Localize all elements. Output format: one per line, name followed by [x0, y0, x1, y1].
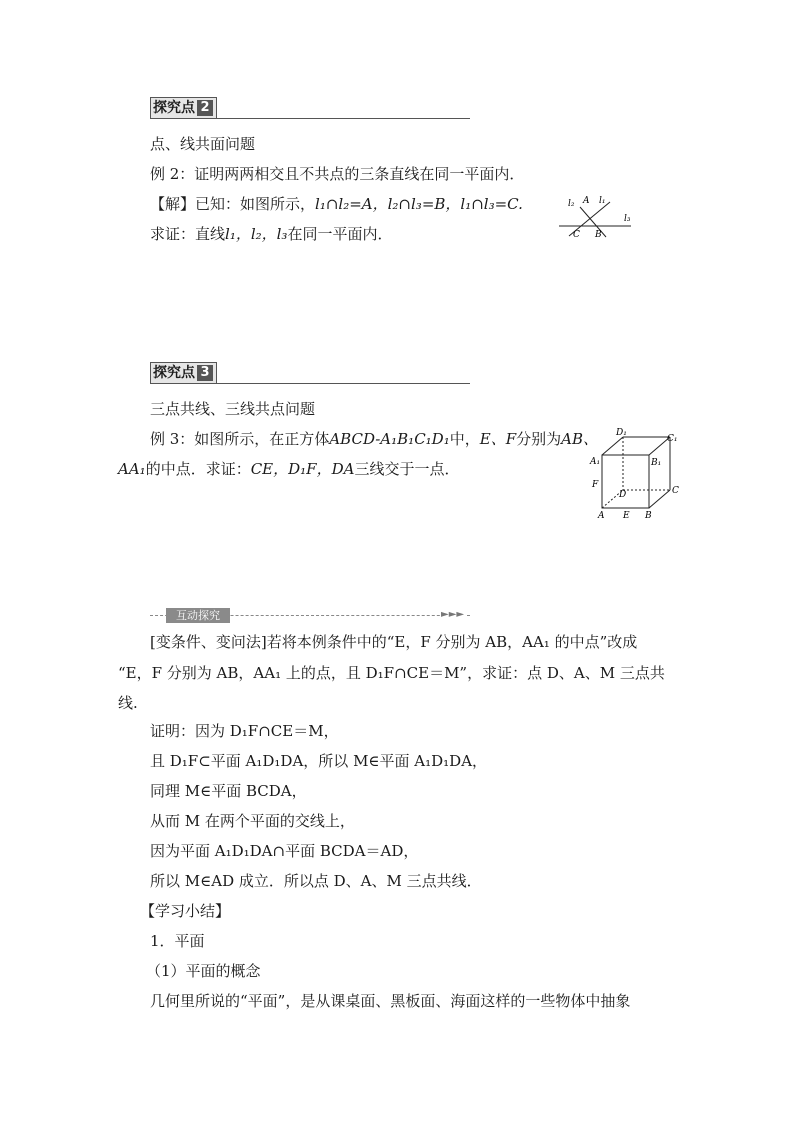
- cube-label-D: D: [619, 490, 627, 500]
- example-3-line-2: [118, 459, 459, 479]
- proof-line-2: 且 D₁F⊂平面 A₁D₁DA，所以 M∈平面 A₁D₁DA，: [150, 752, 488, 770]
- example-3-conclusion: 三线交于一点．: [354, 460, 460, 478]
- three-lines-figure: [555, 190, 640, 240]
- section-3-header: [150, 362, 470, 384]
- section-3-badge: [150, 362, 217, 384]
- summary-item-1-text: 几何里所说的“平面”，是从课桌面、黑板面、海面这样的一些物体中抽象: [150, 992, 631, 1010]
- proof-line-1: 证明：因为 D₁F∩CE＝M，: [150, 722, 339, 740]
- variant-para-line-3: 线.: [118, 694, 138, 712]
- condition-3: l₁∩l₃=C.: [460, 195, 523, 213]
- cube-label-D1: D₁: [616, 428, 627, 438]
- interactive-tag: 互动探究: [166, 608, 230, 623]
- section-2-header: [150, 97, 470, 119]
- edge-AA1: AA₁: [118, 460, 146, 478]
- points-EF: E、F: [479, 430, 517, 448]
- line-l2: [580, 207, 606, 237]
- cube-label-C1: C₁: [667, 434, 678, 444]
- section-3-subtitle: 三点共线、三线共点问题: [150, 400, 316, 418]
- cube-label-B: B: [645, 511, 652, 521]
- summary-item-1: 1．平面: [150, 932, 205, 950]
- prove-suffix: 在同一平面内．: [287, 225, 393, 243]
- proof-line-3: 同理 M∈平面 BCDA，: [150, 782, 307, 800]
- edge-AB: AB、: [561, 430, 598, 448]
- cube-label-A: A: [598, 511, 605, 521]
- cube-figure: [588, 425, 684, 521]
- cube-name: ABCD-A₁B₁C₁D₁: [329, 430, 450, 448]
- section-2-subtitle: 点、线共面问题: [150, 135, 256, 153]
- cube-label-E: E: [623, 511, 630, 521]
- proof-line-6: 所以 M∈AD 成立．所以点 D、A、M 三点共线．: [150, 872, 482, 890]
- label-B: B: [595, 230, 602, 240]
- example-2-text: 例 2：证明两两相交且不共点的三条直线在同一平面内．: [150, 165, 525, 183]
- solution-line: [150, 194, 523, 214]
- interactive-divider-arrow: ►►►: [441, 609, 465, 620]
- section-2-badge: [150, 97, 217, 119]
- example-3-prefix: 例 3：如图所示，在正方体: [150, 430, 330, 448]
- cube-label-F: F: [592, 480, 599, 490]
- variant-para-line-2: “E，F 分别为 AB，AA₁ 上的点，且 D₁F∩CE＝M”，求证：点 D、A、M 三点共: [118, 664, 665, 682]
- lines-list: l₁，l₂，l₃: [225, 225, 288, 243]
- prove-prefix: 求证：直线: [150, 225, 226, 243]
- section-2-rule: [150, 118, 470, 119]
- summary-item-1-1: （1）平面的概念: [146, 962, 261, 980]
- proof-line-4: 从而 M 在两个平面的交线上，: [150, 812, 355, 830]
- section-2-badge-number: 2: [197, 100, 213, 116]
- example-3-midpoint: 的中点．求证：: [145, 460, 251, 478]
- section-3-badge-label: 探究点: [153, 365, 195, 381]
- proof-line-5: 因为平面 A₁D₁DA∩平面 BCDA＝AD，: [150, 842, 419, 860]
- example-3-zhong: 中，: [449, 430, 480, 448]
- cube-label-C: C: [672, 486, 679, 496]
- cube-front-face: [602, 455, 649, 508]
- variant-para-line-1: [变条件、变问法]若将本例条件中的“E，F 分别为 AB，AA₁ 的中点”改成: [150, 633, 638, 651]
- section-3-rule: [150, 383, 470, 384]
- label-C: C: [573, 230, 580, 240]
- label-l1: l₁: [599, 196, 606, 206]
- label-l3: l₃: [624, 214, 631, 224]
- cube-label-A1: A₁: [590, 457, 601, 467]
- example-3-fenbie: 分别为: [516, 430, 562, 448]
- solution-mark: 【解】: [150, 195, 196, 213]
- example-3-line-1: [150, 429, 598, 449]
- label-A: A: [583, 196, 590, 206]
- section-2-badge-label: 探究点: [153, 100, 195, 116]
- section-3-badge-number: 3: [197, 365, 213, 381]
- cube-label-B1: B₁: [651, 458, 662, 468]
- condition-1: l₁∩l₂=A，: [315, 195, 388, 213]
- condition-2: l₂∩l₃=B，: [387, 195, 461, 213]
- solution-given: 已知：如图所示，: [195, 195, 316, 213]
- summary-title: 【学习小结】: [140, 902, 231, 920]
- label-l2: l₂: [568, 199, 575, 209]
- three-lines: CE，D₁F，DA: [250, 460, 355, 478]
- prove-line: [150, 224, 392, 244]
